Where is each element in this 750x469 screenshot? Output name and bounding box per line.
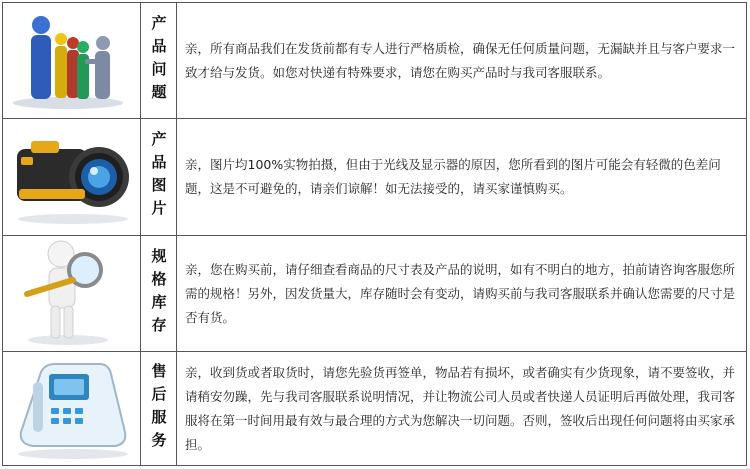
business-people-icon <box>3 3 141 118</box>
row-description: 亲，所有商品我们在发货前都有专人进行严格质检，确保无任何质量问题，无漏缺并且与客户要求一致才给与发货。如您对快递有特殊要求，请您在购买产品时与我司客服联系。 <box>185 40 736 80</box>
table-row <box>3 236 746 352</box>
row-text-cell <box>177 119 746 235</box>
row-label-cell <box>141 352 177 465</box>
row-description: 亲，您在购买前，请仔细查看商品的尺寸表及产品的说明，如有不明白的地方，拍前请咨询客服您所需的规格！另外，因发货量大，库存随时会有变动，请购买前与我司客服联系并确认您需要的尺寸是否有货。 <box>185 261 736 325</box>
row-label: 售后服务 <box>149 362 168 455</box>
row-image-cell <box>3 119 141 235</box>
row-image-cell <box>3 352 141 465</box>
policy-table <box>2 2 747 466</box>
row-image-cell <box>3 3 141 118</box>
row-label: 规格库存 <box>149 247 168 340</box>
row-label: 产品问题 <box>149 14 168 107</box>
phone-terminal-icon <box>3 352 141 464</box>
magnifier-figure-icon <box>3 236 141 351</box>
table-row <box>3 352 746 465</box>
row-text-cell <box>177 352 746 465</box>
camera-icon <box>3 119 141 235</box>
table-row <box>3 119 746 236</box>
row-label: 产品图片 <box>149 131 168 223</box>
row-label-cell <box>141 236 177 351</box>
row-label-cell <box>141 3 177 118</box>
row-text-cell <box>177 3 746 118</box>
row-description: 亲，收到货或者取货时，请您先验货再签单，物品若有损坏，或者确实有少货现象，请不要签收，并请稍安勿躁，先与我司客服联系说明情况，并让物流公司人员或者快递人员证明后再做处理，我司客服将在第一时间用最有效与最合理的方式为您解决一切问题。否则，签收后出现任何问题将由买家承担。 <box>185 364 736 452</box>
row-description: 亲，图片均100%实物拍摄，但由于光线及显示器的原因，您所看到的图片可能会有轻微的色差问题，这是不可避免的，请亲们谅解！如无法接受的，请买家谨慎购买。 <box>185 157 721 196</box>
row-label-cell <box>141 119 177 235</box>
table-row <box>3 3 746 119</box>
row-image-cell <box>3 236 141 351</box>
row-text-cell <box>177 236 746 351</box>
